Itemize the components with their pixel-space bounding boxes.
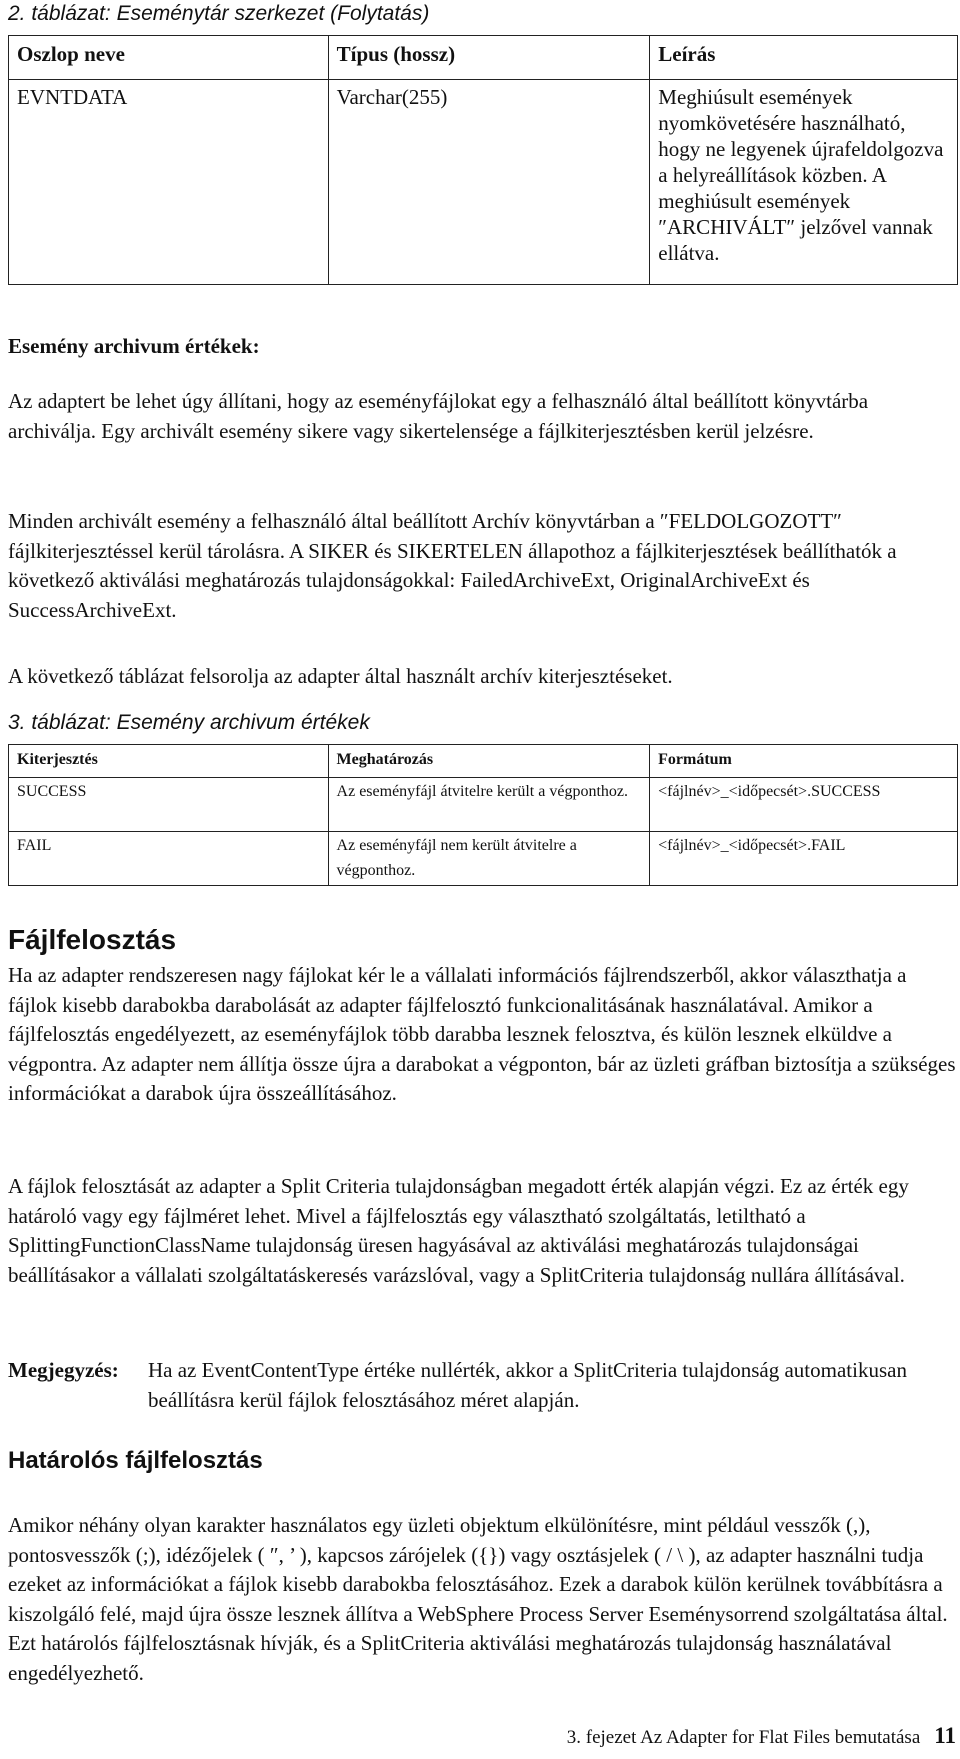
column-header-format: Formátum: [650, 745, 958, 778]
archive-paragraph-3: A következő táblázat felsorolja az adapter által használt archív kiterjesztéseket.: [8, 664, 673, 688]
delimiter-split-paragraph: Amikor néhány olyan karakter használatos egy üzleti objektum elkülönítésre, mint például vesszők (,), pontosvesszők (;), idézőjelek ( ″, ’ ), kapcsos zárójelek ({}) vagy osztásjelek ( / \ ), az adapter használni tudja ezeket az információkat a fájlok kisebb darabokba felosztásához. Ezek a darabok külön kerülnek továbbításra a kiszolgáló felé, majd újra össze lesznek állítva a WebSphere Process Server Eseménysorrend szolgáltatása által. Ezt határolós fájlfelosztásnak hívják, és a SplitCriteria aktiválási meghatározás tulajdonság használatával engedélyezhető.: [8, 1513, 948, 1685]
column-header-type: Típus (hossz): [328, 36, 650, 80]
table-row: [9, 80, 958, 285]
cell-format: <fájlnév>_<időpecsét>.SUCCESS: [650, 778, 958, 832]
table-row: [9, 832, 958, 886]
footer-chapter-title: 3. fejezet Az Adapter for Flat Files bemutatása: [566, 1727, 921, 1748]
archive-paragraph-1: Az adaptert be lehet úgy állítani, hogy az eseményfájlokat egy a felhasználó által beállított könyvtárba archiválja. Egy archivált esemény sikere vagy sikertelensége a fájlkiterjesztésben kerül jelzésre.: [8, 389, 869, 443]
page-footer: [567, 1723, 956, 1749]
table3-caption: 3. táblázat: Esemény archivum értékek: [8, 711, 370, 734]
table-header-row: [9, 36, 958, 80]
column-header-description: Leírás: [650, 36, 958, 80]
cell-column-name: EVNTDATA: [9, 80, 329, 285]
column-header-definition: Meghatározás: [328, 745, 650, 778]
archive-paragraph-2: Minden archivált esemény a felhasználó által beállított Archív könyvtárban a ″FELDOLGOZOTT″ fájlkiterjesztéssel kerül tárolásra. A SIKER és SIKERTELEN állapothoz a fájlkiterjesztések beállíthatók a következő aktiválási meghatározás tulajdonságokkal: FailedArchiveExt, OriginalArchiveExt és SuccessArchiveExt.: [8, 509, 897, 622]
delimiter-split-heading: Határolós fájlfelosztás: [8, 1447, 263, 1474]
note-text: Ha az EventContentType értéke nullérték, akkor a SplitCriteria tulajdonság automatikusan beállításra kerül fájlok felosztásához méret alapján.: [148, 1358, 907, 1412]
table-header-row: [9, 745, 958, 778]
cell-definition: Az eseményfájl átvitelre került a végponthoz.: [328, 778, 650, 832]
archive-values-table: [8, 744, 958, 886]
archive-heading: Esemény archivum értékek:: [8, 334, 260, 358]
split-heading: Fájlfelosztás: [8, 924, 177, 955]
split-paragraph-1: Ha az adapter rendszeresen nagy fájlokat kér le a vállalati információs fájlrendszerből, akkor választhatja a fájlok kisebb darabokba darabolását az adapter fájlfelosztó funkcionalitásának használatával. Amikor a fájlfelosztás engedélyezett, az eseményfájlok több darabba lesznek felosztva, és külön lesznek elküldve a végpontra. Az adapter nem állítja össze újra a darabokat a végponton, bár az üzleti gráfban biztosítja a szükséges információkat a darabok újra összeállításához.: [8, 963, 956, 1105]
cell-format: <fájlnév>_<időpecsét>.FAIL: [650, 832, 958, 886]
note-block: [8, 1356, 958, 1415]
table-row: [9, 778, 958, 832]
cell-column-description: Meghiúsult események nyomkövetésére használható, hogy ne legyenek újrafeldolgozva a helyreállítások közben. A meghiúsult események ″ARCHIVÁLT″ jelzővel vannak ellátva.: [650, 80, 958, 285]
cell-column-type: Varchar(255): [328, 80, 650, 285]
page-number: 11: [934, 1723, 956, 1748]
column-header-name: Oszlop neve: [9, 36, 329, 80]
column-header-extension: Kiterjesztés: [9, 745, 329, 778]
cell-extension: SUCCESS: [9, 778, 329, 832]
cell-extension: FAIL: [9, 832, 329, 886]
note-label: Megjegyzés:: [8, 1358, 119, 1382]
split-paragraph-2: A fájlok felosztását az adapter a Split Criteria tulajdonságban megadott érték alapján végzi. Ez az érték egy határoló vagy egy fájlméret lehet. Mivel a fájlfelosztás egy választható szolgáltatás, letiltható a SplittingFunctionClassName tulajdonság üresen hagyásával az aktiválási meghatározás tulajdonságai beállításakor a vállalati szolgáltatáskeresés varázslóval, vagy a SplitCriteria tulajdonság nullára állításával.: [8, 1174, 909, 1287]
cell-definition: Az eseményfájl nem került átvitelre a végponthoz.: [328, 832, 650, 886]
event-store-table: [8, 35, 958, 285]
table2-caption: 2. táblázat: Eseménytár szerkezet (Folytatás): [8, 2, 430, 25]
